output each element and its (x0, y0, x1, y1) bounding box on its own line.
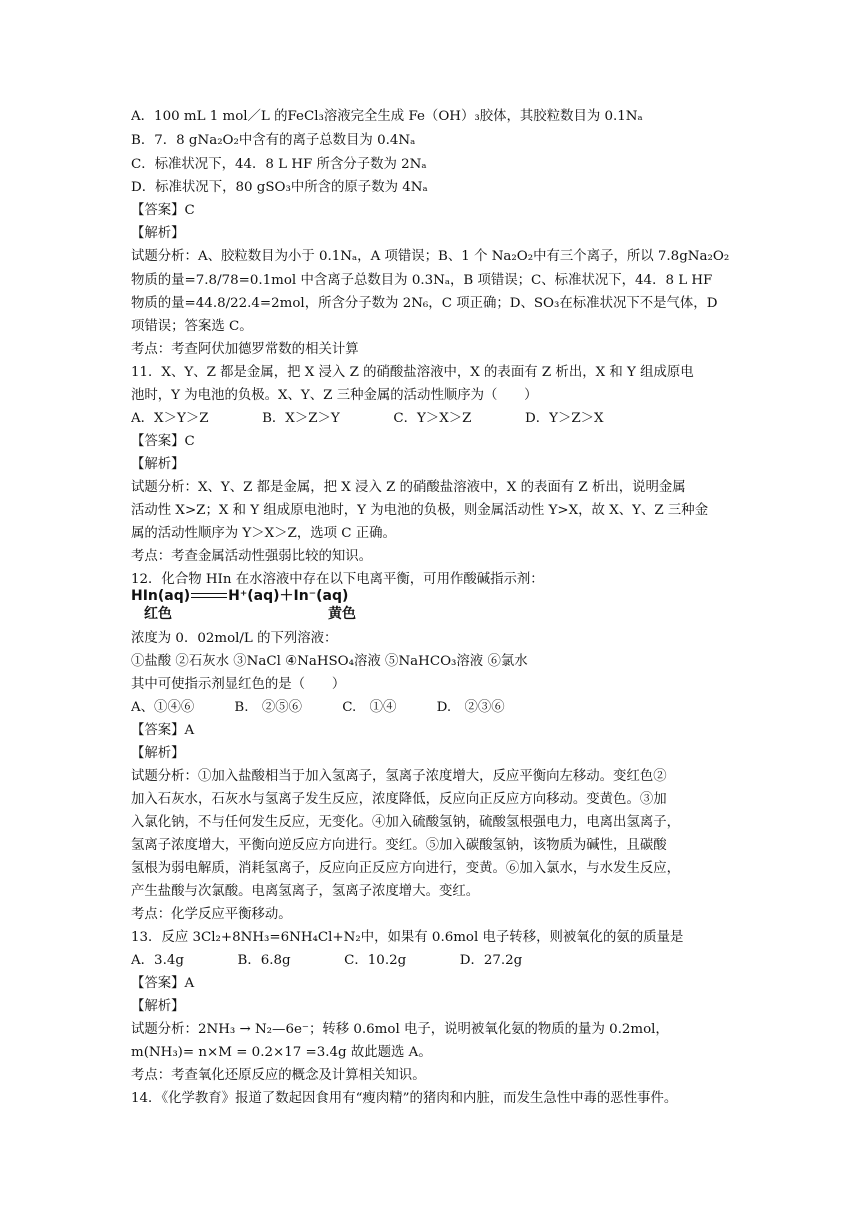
exam-point-line: 考点：化学反应平衡移动。 (131, 907, 292, 922)
question-12-line: 其中可使指示剂显红色的是（ ） (131, 677, 346, 692)
equation-left: HIn(aq) (131, 588, 191, 604)
analysis-text-line: 产生盐酸与次氯酸。电离氢离子，氢离子浓度增大。变红。 (131, 884, 480, 899)
question-12-line: 12．化合物 HIn 在水溶液中存在以下电离平衡，可用作酸碱指示剂： (131, 572, 544, 587)
question-13-options: A．3.4g B．6.8g C．10.2g D．27.2g (131, 953, 523, 968)
question-11-line: 11．X、Y、Z 都是金属，把 X 浸入 Z 的硝酸盐溶液中，X 的表面有 Z 析出，X 和 Y 组成原电 (131, 365, 694, 380)
question-13-line: 13．反应 3Cl₂+8NH₃=6NH₄Cl+N₂中，如果有 0.6mol 电子转移，则被氧化的氨的质量是 (131, 930, 684, 945)
option-b-line: B．7．8 gNa₂O₂中含有的离子总数目为 0.4Nₐ (131, 133, 416, 148)
analysis-heading: 【解析】 (131, 746, 185, 761)
equation-right-color: 黄色 (328, 606, 356, 622)
question-12-solutions: ①盐酸 ②石灰水 ③NaCl ④NaHSO₄溶液 ⑤NaHCO₃溶液 ⑥氯水 (131, 654, 528, 669)
answer-line: 【答案】C (131, 203, 195, 218)
equilibrium-equation (131, 587, 348, 605)
analysis-text-line: 入氯化钠，不与任何发生反应，无变化。④加入硫酸氢钠，硫酸氢根强电力，电离出氢离子， (131, 815, 681, 830)
answer-line: 【答案】C (131, 434, 195, 449)
equation-left-color: 红色 (144, 606, 172, 622)
question-11-line: 池时，Y 为电池的负极。X、Y、Z 三种金属的活动性顺序为（ ） (131, 388, 538, 403)
analysis-text-line: 活动性 X>Z；X 和 Y 组成原电池时，Y 为电池的负极，则金属活动性 Y>X，故 X、Y、Z 三种金 (131, 503, 709, 518)
analysis-text-line: 物质的量=7.8/78=0.1mol 中含离子总数目为 0.3Nₐ，B 项错误；C、标准状况下，44．8 L HF (131, 273, 713, 288)
question-12-options: A、①④⑥ B. ②⑤⑥ C. ①④ D. ②③⑥ (131, 700, 505, 715)
analysis-heading: 【解析】 (131, 457, 185, 472)
analysis-text-line: 加入石灰水，石灰水与氢离子发生反应，浓度降低，反应向正反应方向移动。变黄色。③加 (131, 792, 667, 807)
answer-line: 【答案】A (131, 976, 195, 991)
analysis-text-line: 试题分析：①加入盐酸相当于加入氢离子，氢离子浓度增大，反应平衡向左移动。变红色② (131, 769, 667, 784)
analysis-text-line: 属的活动性顺序为 Y＞X＞Z，选项 C 正确。 (131, 526, 396, 541)
analysis-text-line: 试题分析：2NH₃ → N₂—6e⁻；转移 0.6mol 电子，说明被氧化氨的物质的量为 0.2mol， (131, 1022, 669, 1037)
question-11-options: A．X＞Y＞Z B．X＞Z＞Y C．Y＞X＞Z D．Y＞Z＞X (131, 411, 604, 426)
analysis-text-line: 试题分析：A、胶粒数目为小于 0.1Nₐ，A 项错误；B、1 个 Na₂O₂中有三个离子，所以 7.8gNa₂O₂ (131, 249, 730, 264)
analysis-text-line: 氢离子浓度增大，平衡向逆反应方向进行。变红。⑤加入碳酸氢钠，该物质为碱性，且碳酸 (131, 838, 667, 853)
exam-point-line: 考点：考查阿伏加德罗常数的相关计算 (131, 342, 359, 357)
question-14-line: 14．《化学教育》报道了数起因食用有“瘦肉精”的猪肉和内脏，而发生急性中毒的恶性事件。 (131, 1091, 678, 1106)
equilibrium-arrow-icon (191, 591, 227, 601)
analysis-text-line: m(NH₃)= n×M = 0.2×17 =3.4g 故此题选 A。 (131, 1045, 432, 1060)
option-c-line: C．标准状况下，44．8 L HF 所含分子数为 2Nₐ (131, 157, 427, 172)
analysis-text-line: 氢根为弱电解质，消耗氢离子，反应向正反应方向进行，变黄。⑥加入氯水，与水发生反应， (131, 861, 681, 876)
answer-line: 【答案】A (131, 723, 195, 738)
question-12-line: 浓度为 0．02mol/L 的下列溶液： (131, 631, 338, 646)
analysis-heading: 【解析】 (131, 999, 185, 1014)
equation-right: H⁺(aq)＋In⁻(aq) (228, 588, 349, 604)
analysis-text-line: 项错误；答案选 C。 (131, 319, 253, 334)
option-a-line: A．100 mL 1 mol／L 的FeCl₃溶液完全生成 Fe（OH）₃胶体，其胶粒数目为 0.1Nₐ (131, 109, 643, 124)
exam-point-line: 考点：考查金属活动性强弱比较的知识。 (131, 549, 373, 564)
exam-point-line: 考点：考查氧化还原反应的概念及计算相关知识。 (131, 1068, 426, 1083)
analysis-heading: 【解析】 (131, 226, 185, 241)
analysis-text-line: 物质的量=44.8/22.4=2mol，所含分子数为 2N₆，C 项正确；D、SO₃在标准状况下不是气体，D (131, 296, 718, 311)
analysis-text-line: 试题分析：X、Y、Z 都是金属，把 X 浸入 Z 的硝酸盐溶液中，X 的表面有 Z 析出，说明金属 (131, 480, 686, 495)
option-d-line: D．标准状况下，80 gSO₃中所含的原子数为 4Nₐ (131, 180, 428, 195)
